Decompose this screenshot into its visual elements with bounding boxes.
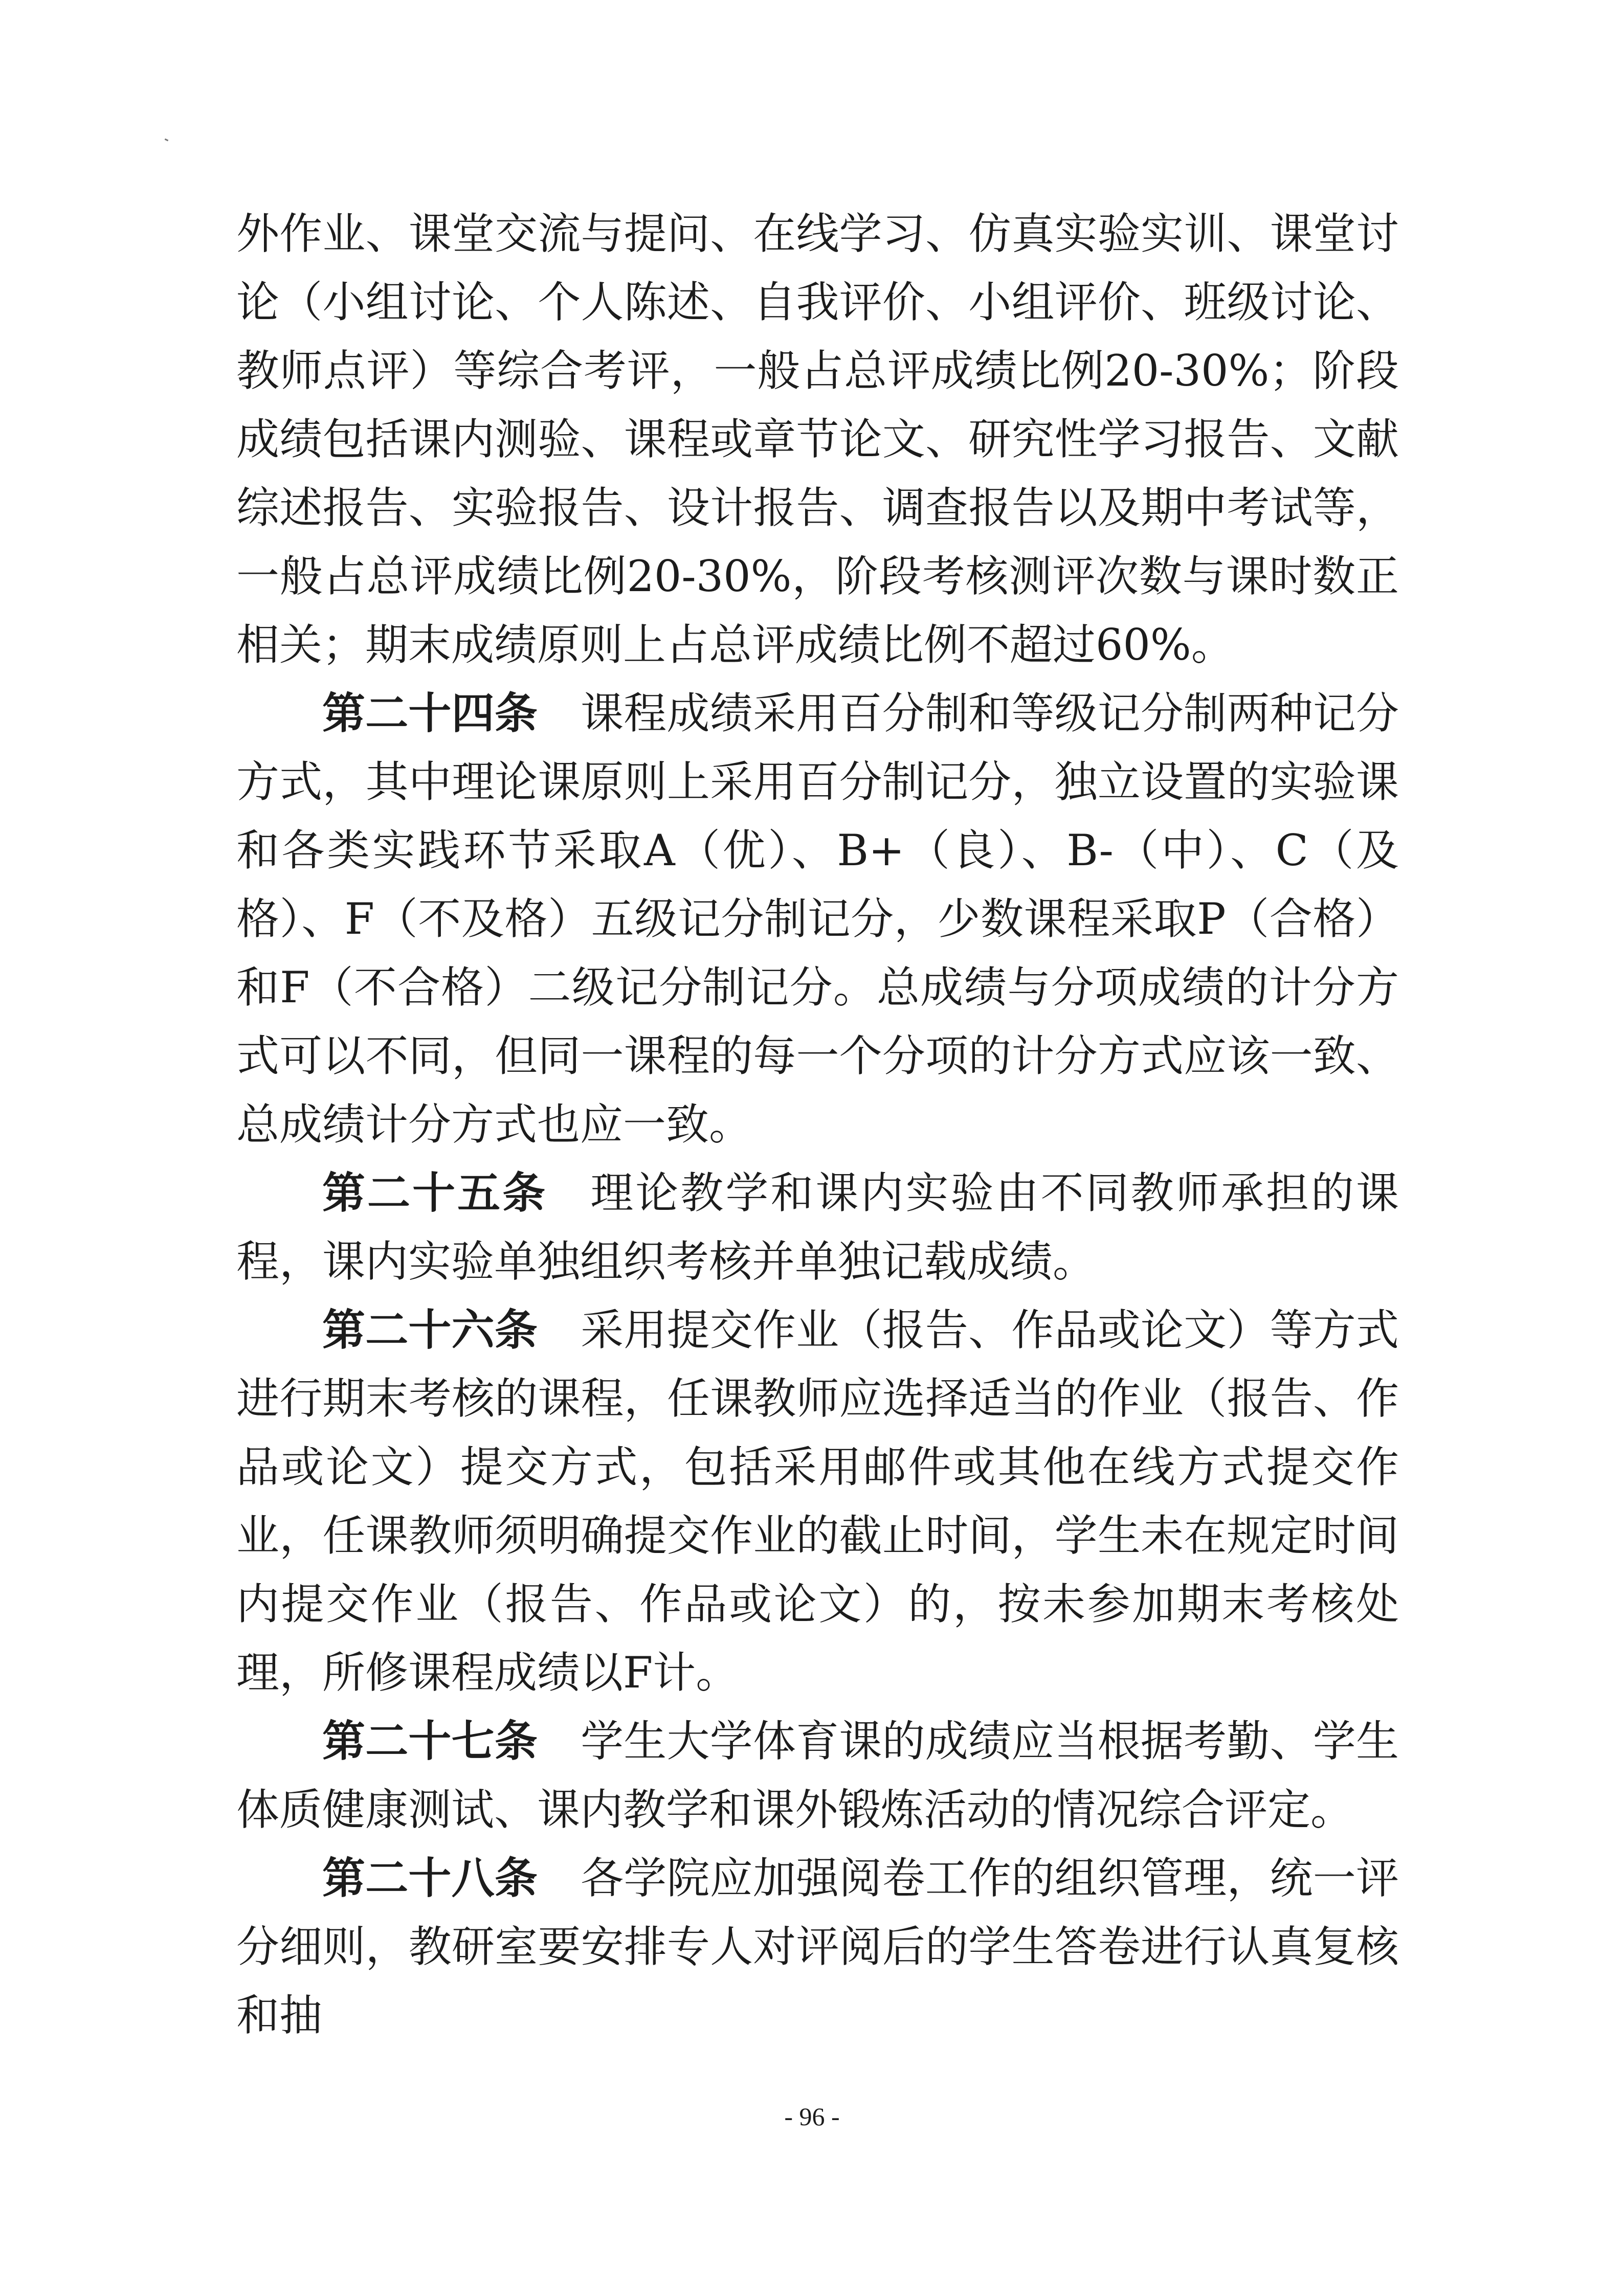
article-number: 第二十八条 [322, 1853, 538, 1903]
paragraph-text: 理论教学和课内实验由不同教师承担的课程，课内实验单独组织考核并单独记载成绩。 [236, 1168, 1399, 1287]
body-text [236, 199, 1399, 2050]
paragraph-text: 各学院应加强阅卷工作的组织管理，统一评分细则，教研室要安排专人对评阅后的学生答卷进行认真复核和抽 [236, 1853, 1399, 2040]
article-24 [236, 679, 1399, 1159]
article-number: 第二十七条 [322, 1716, 538, 1766]
article-number: 第二十四条 [322, 688, 538, 738]
paragraph-text: 采用提交作业（报告、作品或论文）等方式进行期末考核的课程，任课教师应选择适当的作业（报告、作品或论文）提交方式，包括采用邮件或其他在线方式提交作业，任课教师须明确提交作业的截止时间，学生未在规定时间内提交作业（报告、作品或论文）的，按未参加期末考核处理，所修课程成绩以F计。 [236, 1305, 1399, 1698]
paragraph-text: 外作业、课堂交流与提问、在线学习、仿真实验实训、课堂讨论（小组讨论、个人陈述、自我评价、小组评价、班级讨论、教师点评）等综合考评，一般占总评成绩比例20-30%；阶段成绩包括课内测验、课程或章节论文、研究性学习报告、文献综述报告、实验报告、设计报告、调查报告以及期中考试等，一般占总评成绩比例20-30%，阶段考核测评次数与课时数正相关；期末成绩原则上占总评成绩比例不超过60%。 [236, 209, 1399, 670]
page-number: - 96 - [784, 2102, 840, 2131]
scan-mark [165, 139, 169, 142]
article-number: 第二十五条 [322, 1167, 548, 1218]
article-26 [236, 1296, 1399, 1707]
paragraph-text: 课程成绩采用百分制和等级记分制两种记分方式，其中理论课原则上采用百分制记分，独立设置的实验课和各类实践环节采取A（优）、B+（良）、B-（中）、C（及格）、F（不及格）五级记分制记分，少数课程采取P（合格）和F（不合格）二级记分制记分。总成绩与分项成绩的计分方式可以不同，但同一课程的每一个分项的计分方式应该一致、总成绩计分方式也应一致。 [236, 688, 1399, 1150]
paragraph-text: 学生大学体育课的成绩应当根据考勤、学生体质健康测试、课内教学和课外锻炼活动的情况综合评定。 [236, 1716, 1399, 1835]
article-number: 第二十六条 [322, 1304, 538, 1355]
article-25 [236, 1159, 1399, 1296]
paragraph-continuation [236, 199, 1399, 679]
article-28 [236, 1844, 1399, 2050]
article-27 [236, 1707, 1399, 1844]
